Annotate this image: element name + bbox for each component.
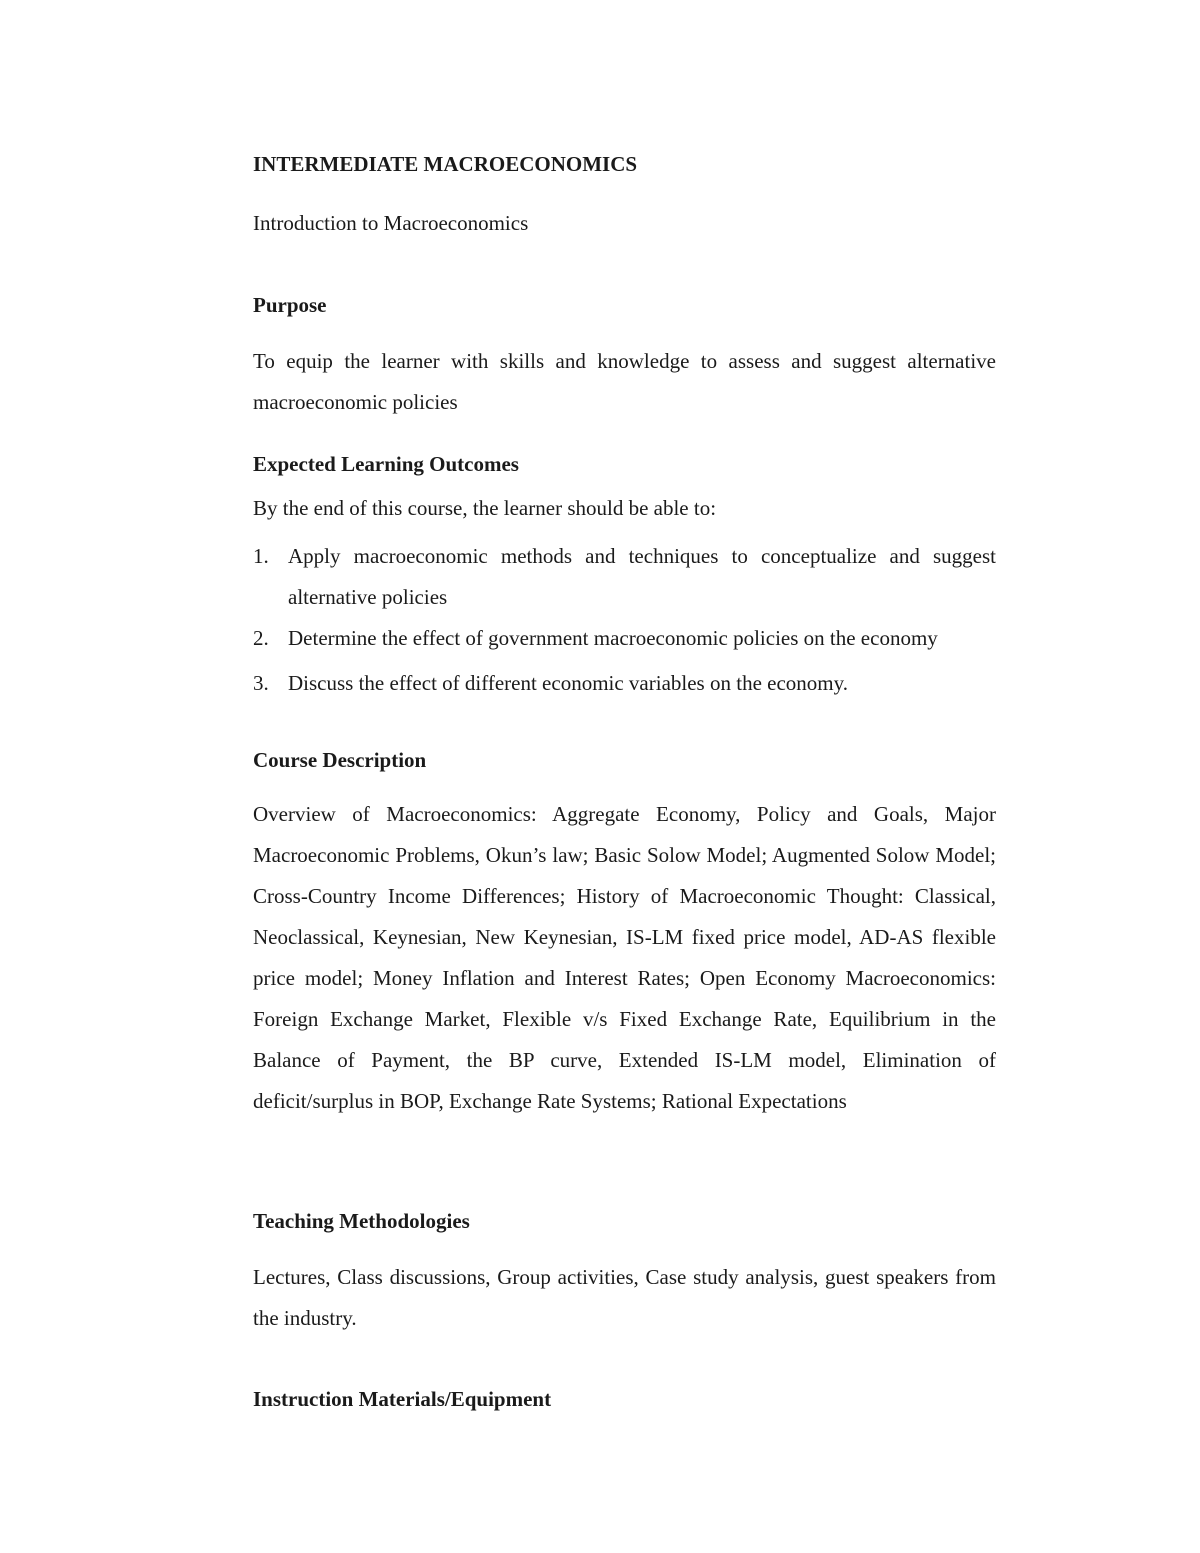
list-item bbox=[253, 663, 1023, 704]
list-item-number: 2. bbox=[253, 626, 269, 650]
teaching-text: Lectures, Class discussions, Group activities, Case study analysis, guest speakers from the industry. bbox=[253, 1265, 996, 1330]
outcomes-list bbox=[253, 536, 1023, 704]
purpose-text: To equip the learner with skills and knowledge to assess and suggest alternative macroeconomic policies bbox=[253, 349, 996, 414]
document-subtitle: Introduction to Macroeconomics bbox=[253, 211, 529, 235]
list-item bbox=[253, 618, 1023, 659]
list-item-number: 3. bbox=[253, 671, 269, 695]
outcomes-heading: Expected Learning Outcomes bbox=[253, 452, 519, 476]
list-item-text: Apply macroeconomic methods and techniques to conceptualize and suggest alternative policies bbox=[288, 544, 996, 609]
materials-heading: Instruction Materials/Equipment bbox=[253, 1387, 552, 1411]
list-item-number: 1. bbox=[253, 544, 269, 568]
list-item bbox=[253, 536, 1023, 618]
list-item-text: Discuss the effect of different economic variables on the economy. bbox=[288, 671, 848, 695]
purpose-heading: Purpose bbox=[253, 293, 327, 317]
description-text: Overview of Macroeconomics: Aggregate Economy, Policy and Goals, Major Macroeconomic Problems, Okun’s law; Basic Solow Model; Augmented Solow Model; Cross-Country Income Differences; History of Macroeconomic Thought: Classical, Neoclassical, Keynesian, New Keynesian, IS-LM fixed price model, AD-AS flexible price model; Money Inflation and Interest Rates; Open Economy Macroeconomics: Foreign Exchange Market, Flexible v/s Fixed Exchange Rate, Equilibrium in the Balance of Payment, the BP curve, Extended IS-LM model, Elimination of deficit/surplus in BOP, Exchange Rate Systems; Rational Expectations bbox=[253, 802, 996, 1113]
teaching-heading: Teaching Methodologies bbox=[253, 1209, 470, 1233]
description-heading: Course Description bbox=[253, 748, 427, 772]
list-item-text: Determine the effect of government macroeconomic policies on the economy bbox=[288, 626, 938, 650]
document-title: INTERMEDIATE MACROECONOMICS bbox=[253, 152, 638, 176]
outcomes-intro: By the end of this course, the learner should be able to: bbox=[253, 496, 717, 520]
